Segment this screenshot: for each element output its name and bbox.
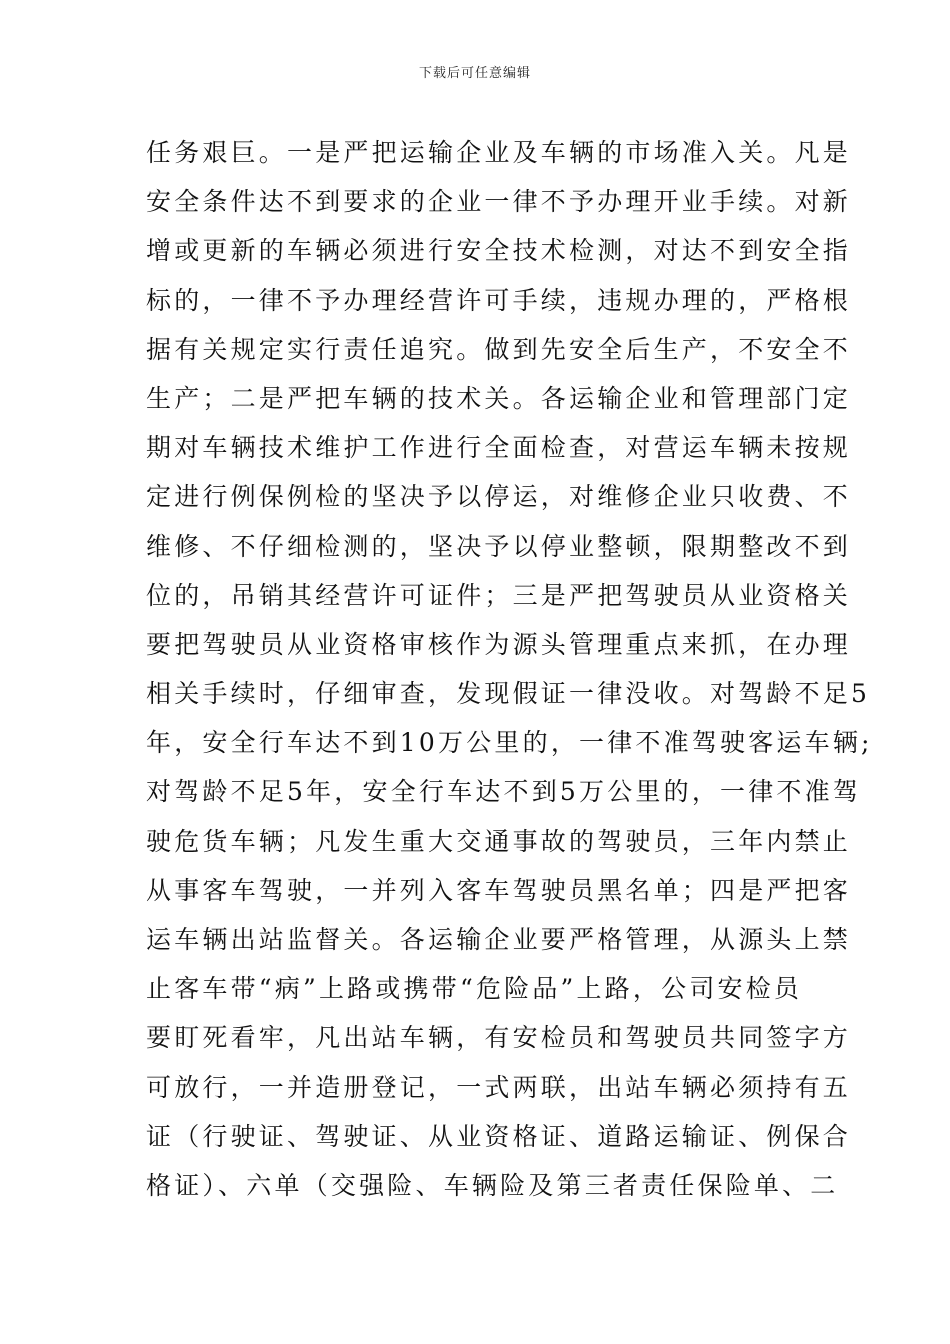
document-body [146, 128, 873, 1210]
body-line: 增或更新的车辆必须进行安全技术检测，对达不到安全指 [146, 236, 852, 266]
body-line: 生产；二是严把车辆的技术关。各运输企业和管理部门定 [146, 383, 852, 413]
body-line: 维修、不仔细检测的，坚决予以停业整顿，限期整改不到 [146, 531, 852, 561]
body-line: 安全条件达不到要求的企业一律不予办理开业手续。对新 [146, 187, 852, 217]
body-line: 年，安全行车达不到10万公里的，一律不准驾驶客运车辆; [146, 728, 873, 758]
body-line: 格证）、六单（交强险、车辆险及第三者责任保险单、二 [146, 1170, 839, 1200]
body-line: 从事客车驾驶，一并列入客车驾驶员黑名单；四是严把客 [146, 875, 852, 905]
body-line: 位的，吊销其经营许可证件；三是严把驾驶员从业资格关 [146, 580, 852, 610]
body-line: 据有关规定实行责任追究。做到先安全后生产，不安全不 [146, 334, 852, 364]
body-line: 定进行例保例检的坚决予以停运，对维修企业只收费、不 [146, 482, 852, 512]
body-line: 对驾龄不足5年，安全行车达不到5万公里的，一律不准驾 [146, 777, 862, 807]
page-header: 下载后可任意编辑 [418, 66, 531, 81]
body-line: 相关手续时，仔细审查，发现假证一律没收。对驾龄不足5 [146, 679, 871, 709]
body-line: 期对车辆技术维护工作进行全面检查，对营运车辆未按规 [146, 433, 852, 463]
body-line: 驶危货车辆；凡发生重大交通事故的驾驶员，三年内禁止 [146, 826, 852, 856]
body-line: 止客车带“病”上路或携带“危险品”上路，公司安检员 [146, 974, 803, 1004]
body-line: 证（行驶证、驾驶证、从业资格证、道路运输证、例保合 [146, 1121, 852, 1151]
body-line: 标的，一律不予办理经营许可手续，违规办理的，严格根 [146, 285, 852, 315]
body-line: 运车辆出站监督关。各运输企业要严格管理，从源头上禁 [146, 925, 852, 954]
body-line: 可放行，一并造册登记，一式两联，出站车辆必须持有五 [146, 1072, 852, 1102]
body-line: 要把驾驶员从业资格审核作为源头管理重点来抓，在办理 [146, 629, 852, 659]
body-line: 任务艰巨。一是严把运输企业及车辆的市场准入关。凡是 [146, 138, 852, 167]
body-line: 要盯死看牢，凡出站车辆，有安检员和驾驶员共同签字方 [146, 1023, 852, 1053]
